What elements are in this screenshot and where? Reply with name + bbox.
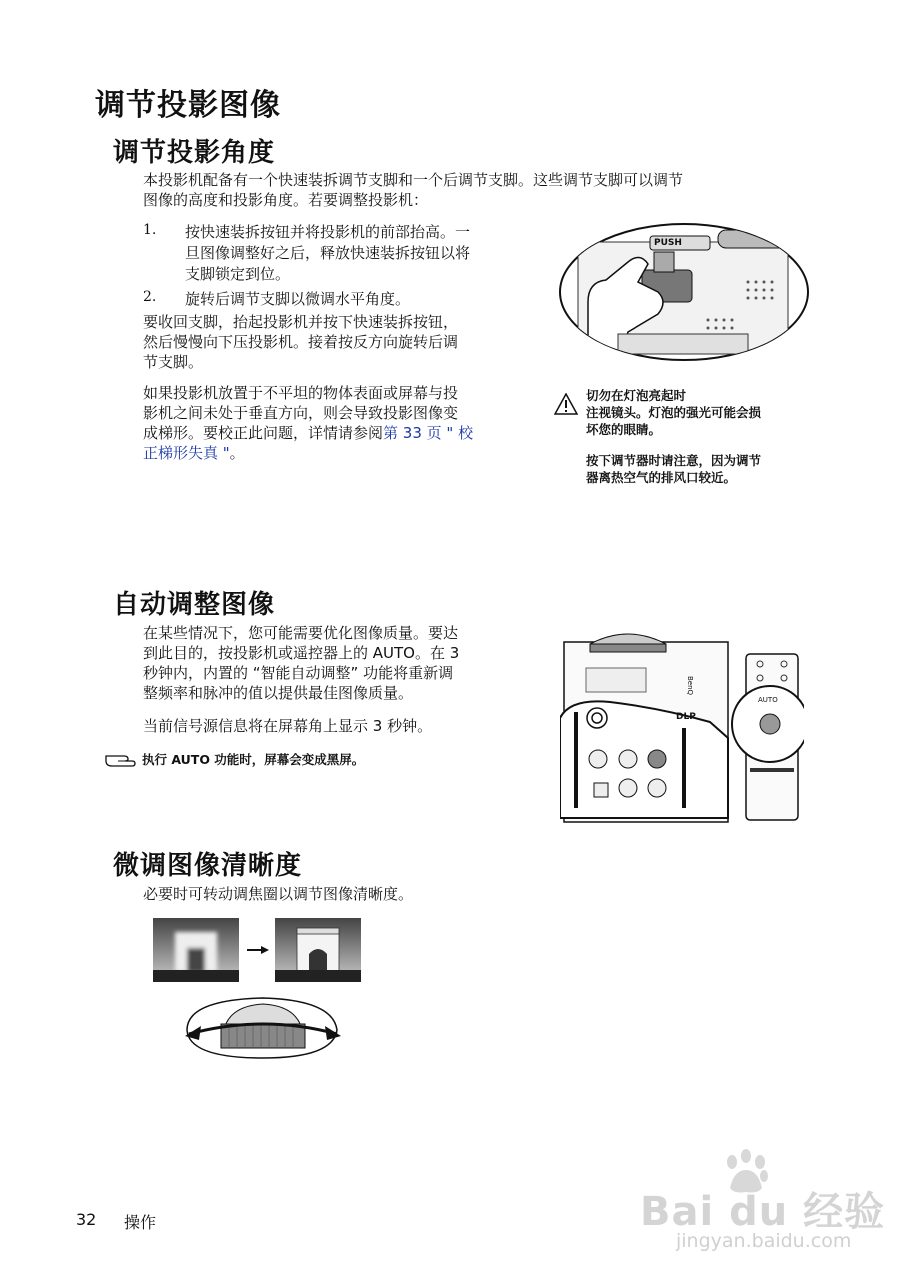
pointing-hand-icon <box>104 750 138 768</box>
keystone-line-4 <box>143 443 245 463</box>
retract-line-1: 要收回支脚，抬起投影机并按下快速装拆按钮， <box>143 313 459 331</box>
auto-body-line-4: 整频率和脉冲的值以提供最佳图像质量。 <box>143 684 414 702</box>
auto-body-line-1: 在某些情况下，您可能需要优化图像质量。要达 <box>143 624 459 642</box>
dlp-label: DLP <box>676 712 696 722</box>
auto-button-illustration <box>560 628 804 824</box>
caution-line-2: 器离热空气的排风口较近。 <box>586 470 737 485</box>
warning-line-1: 切勿在灯泡亮起时 <box>586 388 687 403</box>
auto-body-line-3: 秒钟内，内置的 “智能自动调整” 功能将重新调 <box>143 664 454 682</box>
step-2-number: 2. <box>143 289 157 305</box>
focus-ring-illustration <box>183 994 343 1062</box>
keystone-link-part-1[interactable]: 第 33 页 " 校 <box>383 424 474 442</box>
retract-line-2: 然后慢慢向下压投影机。接着按反方向旋转后调 <box>143 333 459 351</box>
auto-body-line-2: 到此目的，按投影机或遥控器上的 AUTO。在 3 <box>143 644 460 662</box>
warning-line-3: 坏您的眼睛。 <box>586 422 662 437</box>
page-number: 32 <box>76 1210 97 1229</box>
steps-list <box>143 222 543 313</box>
warning-line-2: 注视镜头。灯泡的强光可能会损 <box>586 405 762 420</box>
step-1-line-2: 旦图像调整好之后，释放快速装拆按钮以将 <box>185 244 471 262</box>
push-label: PUSH <box>654 238 682 248</box>
step-1-line-1: 按快速装拆按钮并将投影机的前部抬高。一 <box>185 223 471 241</box>
warning-icon <box>554 393 578 415</box>
keystone-link-part-2[interactable]: 正梯形失真 " <box>143 444 230 462</box>
footer-section: 操作 <box>124 1213 157 1232</box>
step-1-line-3: 支脚锁定到位。 <box>185 265 291 283</box>
section-heading-focus: 微调图像清晰度 <box>113 851 303 881</box>
focus-body: 必要时可转动调焦圈以调节图像清晰度。 <box>143 885 414 903</box>
step-1 <box>143 222 543 286</box>
auto-tip: 执行 AUTO 功能时，屏幕会变成黑屏。 <box>142 752 365 767</box>
auto-source-info: 当前信号源信息将在屏幕角上显示 3 秒钟。 <box>143 717 433 735</box>
angle-intro-line-1: 本投影机配备有一个快速装拆调节支脚和一个后调节支脚。这些调节支脚可以调节 <box>143 171 684 189</box>
step-1-number: 1. <box>143 222 157 238</box>
focus-comparison-illustration <box>153 918 363 984</box>
adjuster-foot-illustration <box>558 222 810 362</box>
section-heading-angle: 调节投影角度 <box>113 138 276 168</box>
caution-line-1: 按下调节器时请注意，因为调节 <box>586 453 762 468</box>
keystone-line-2: 影机之间未处于垂直方向，则会导致投影图像变 <box>143 404 459 422</box>
section-heading-auto: 自动调整图像 <box>113 590 276 620</box>
step-2-line-1: 旋转后调节支脚以微调水平角度。 <box>185 290 411 308</box>
brand-label: BenQ <box>686 676 694 696</box>
angle-intro-line-2: 图像的高度和投影角度。若要调整投影机： <box>143 191 429 209</box>
keystone-line-1: 如果投影机放置于不平坦的物体表面或屏幕与投 <box>143 384 459 402</box>
watermark-url: jingyan.baidu.com <box>676 1230 852 1252</box>
keystone-line-3 <box>143 423 473 443</box>
keystone-text: 成梯形。要校正此问题，详情请参阅 <box>143 424 384 442</box>
step-2 <box>143 289 543 313</box>
retract-line-3: 节支脚。 <box>143 353 204 371</box>
page-title: 调节投影图像 <box>95 88 281 123</box>
auto-button-label: AUTO <box>758 696 778 704</box>
watermark-brand: Bai du 经验 <box>640 1189 886 1235</box>
keystone-end: 。 <box>229 444 245 462</box>
